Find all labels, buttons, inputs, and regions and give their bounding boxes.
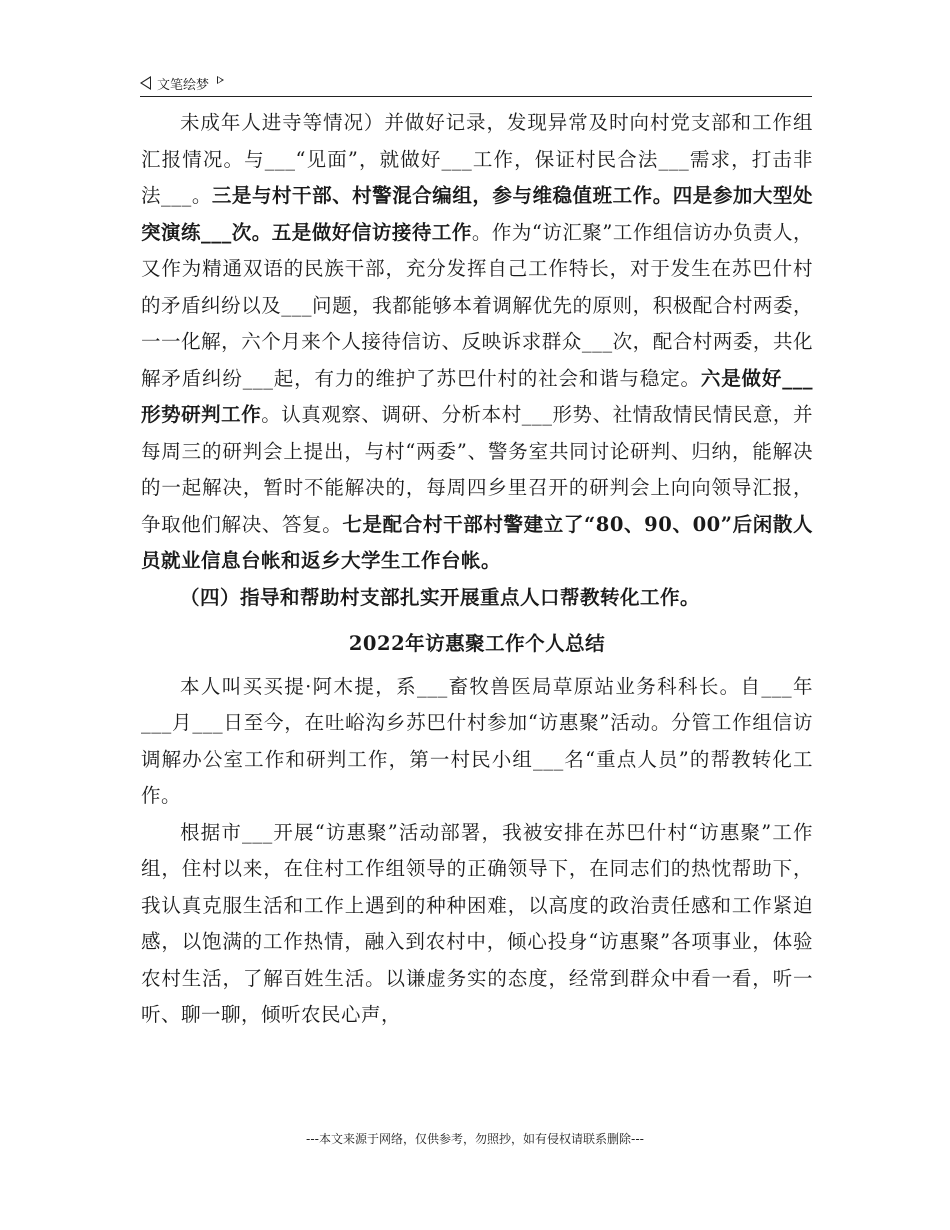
paragraph-3: 根据市___开展“访惠聚”活动部署，我被安排在苏巴什村“访惠聚”工作组，住村以来，在住村工作组领导的正确领导下，在同志们的热忱帮助下，我认真克服生活和工作上遇到的种种困难，以高度的政治责任感和工作紧迫感，以饱满的工作热情，融入到农村中，倾心投身“访惠聚”各项事业，体验农村生活，了解百姓生活。以谦虚务实的态度，经常到群众中看一看，听一听、聊一聊，倾听农民心声， <box>141 820 813 1026</box>
document-body <box>141 105 813 1034</box>
paragraph-1-text-2: 。作为“访汇聚”工作组信访办负责人，又作为精通双语的民族干部，充分发挥自己工作特长，对于发生在苏巴什村的矛盾纠纷以及___问题，我都能够本着调解优先的原则，积极配合村两委，一一化解，六个月来个人接待信访、反映诉求群众___次，配合村两委，共化解矛盾纠纷___起，有力的维护了苏巴什村的社会和谐与稳定。 <box>141 220 813 390</box>
paragraph-1-bold-1: 三是与村干部、村警混合编组，参与维稳值班工作。四是参加大型处突演练___次。五是做好信访接待工作 <box>141 184 813 244</box>
paragraph-1-text-3: 。认真观察、调研、分析本村___形势、社情敌情民情民意，并每周三的研判会上提出，与村“两委”、警务室共同讨论研判、归纳，能解决的一起解决，暂时不能解决的，每周四乡里召开的研判会上向向领导汇报，争取他们解决、答复。 <box>141 403 813 536</box>
header-title: 文笔绘梦 <box>157 77 210 93</box>
section-heading-4: （四）指导和帮助村支部扎实开展重点人口帮教转化工作。 <box>180 585 701 609</box>
triangle-right-icon <box>217 76 224 84</box>
paragraph-1-bold-2: 六是做好___形势研判工作 <box>141 366 813 426</box>
paragraph-1 <box>141 105 813 580</box>
paragraph-1-text-1: 未成年人进寺等情况）并做好记录，发现异常及时向村党支部和工作组汇报情况。与___“见面”，就做好___工作，保证村民合法___需求，打击非法___。 <box>141 111 813 207</box>
page-footer: ---本文来源于网络，仅供参考，勿照抄，如有侵权请联系删除--- <box>306 1132 644 1146</box>
document-title: 2022年访惠聚工作个人总结 <box>348 632 606 655</box>
page-header <box>140 70 812 97</box>
paragraph-1-bold-3: 七是配合村干部村警建立了“80、90、00”后闲散人员就业信息台帐和返乡大学生工作台帐。 <box>141 512 813 572</box>
triangle-left-icon <box>140 76 151 90</box>
paragraph-2: 本人叫买买提·阿木提，系___畜牧兽医局草原站业务科科长。自___年___月___日至今，在吐峪沟乡苏巴什村参加“访惠聚”活动。分管工作组信访调解办公室工作和研判工作，第一村民小组___名“重点人员”的帮教转化工作。 <box>141 674 813 807</box>
